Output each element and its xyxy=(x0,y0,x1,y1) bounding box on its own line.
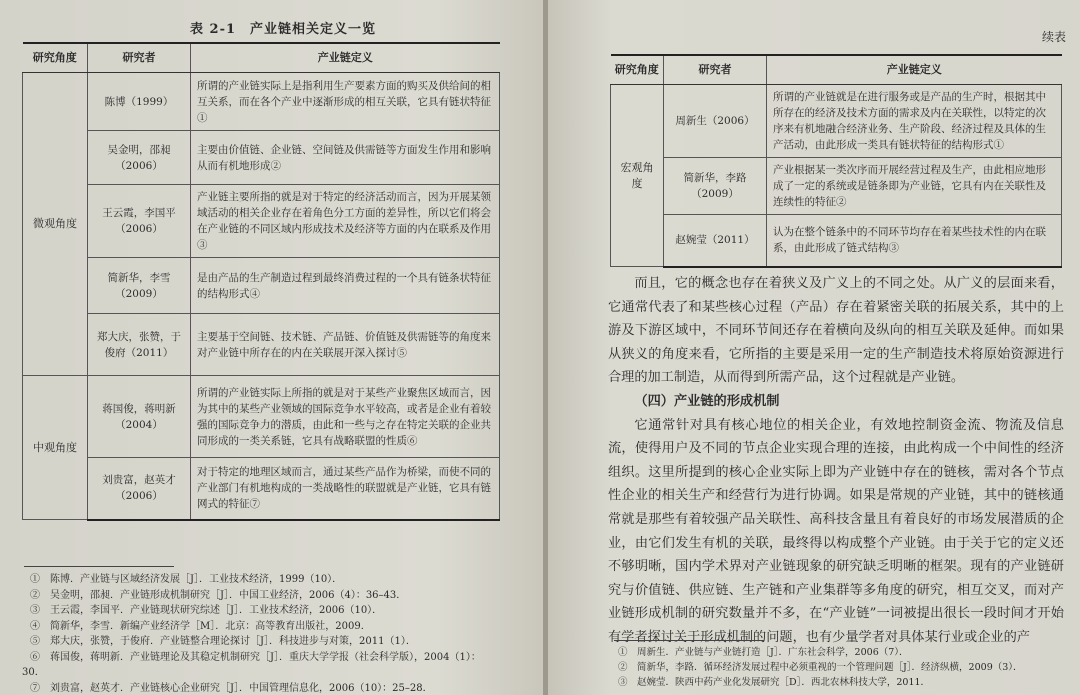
footnote: ① 周新生．产业链与产业链打造［J］．广东社会科学，2006（7）． xyxy=(618,647,909,658)
continued-definition-table xyxy=(610,54,1062,268)
table-row xyxy=(23,73,500,131)
researcher-cell: 刘贵富，赵英才（2006） xyxy=(88,458,191,520)
footnote: ② 吴金明，邵昶．产业链形成机制研究［J］．中国工业经济，2006（4）：36–43． xyxy=(30,589,407,601)
definition-cell: 对于特定的地理区域而言，通过某些产品作为桥梁，而使不同的产业部门有机地构成的一类战略性的联盟就是产业链，它具有链网式的特征⑦ xyxy=(191,458,500,520)
table-row xyxy=(23,376,500,458)
header-researcher: 研究者 xyxy=(88,43,191,73)
area-cell: 微观角度 xyxy=(23,73,88,376)
researcher-cell: 蒋国俊，蒋明新（2004） xyxy=(88,376,191,458)
researcher-cell: 赵婉莹（2011） xyxy=(664,215,767,267)
footnote-rule xyxy=(24,566,174,567)
paragraph: 它通常针对具有核心地位的相关企业，有效地控制资金流、物流及信息流，使得用户及不同的节点企业实现合理的连接，由此构成一个中间性的经济组织。这里所提到的核心企业实际上即为产业链中存在的链核，需对各个节点性企业的相关生产和经营行为进行协调。如果是常规的产业链，其中的链核通常就是那些有着较强产品关联性、高科技含量且有着良好的市场发展潜质的企业，由它们发生有机的关联，最终得以构成整个产业链。由于关于它的定义还不够明晰，国内学术界对产业链现象的研究缺乏明晰的框架。现有的产业链研究与价值链、供应链、生产链和产业集群等多角度的研究，相互交叉，而对产业链形成机制的研究数量并不多，在“产业链”一词被提出很长一段时间才开始有学者探讨关于形成机制的问题，也有少量学者对具体某行业或企业的产 xyxy=(608,417,1064,645)
footnote: ⑥ 蒋国俊，蒋明新．产业链理论及其稳定机制研究［J］．重庆大学学报（社会科学版），2004（1）： xyxy=(30,651,481,663)
section-heading: （四）产业链的形成机制 xyxy=(634,393,780,409)
definition-cell: 产业链主要所指的就是对于特定的经济活动而言，因为开展某领域活动的相关企业存在着角色分工方面的差异性，所以它们将会在产业链的不同区域内形成技术及经济等方面的内在联系及作用③ xyxy=(191,185,500,258)
definition-cell: 主要基于空间链、技术链、产品链、价值链及供需链等的角度来对产业链中所存在的内在关联展开深入探讨⑤ xyxy=(191,314,500,376)
right-page xyxy=(548,0,1080,695)
header-researcher: 研究者 xyxy=(664,55,767,85)
footnote: 30． xyxy=(22,667,45,678)
definition-cell: 是由产品的生产制造过程到最终消费过程的一个具有链条状特征的结构形式④ xyxy=(191,258,500,314)
table-row xyxy=(23,131,500,185)
table-row xyxy=(611,215,1062,267)
researcher-cell: 简新华，李雪（2009） xyxy=(88,258,191,314)
footnote-rule xyxy=(614,640,764,641)
definition-cell: 所谓的产业链实际上所指的就是对于某些产业聚焦区域而言，因为其中的某些产业领域的国际竞争水平较高，或者是企业有着较强的国际竞争力的潜质，由此和一些与之存在特定关联的企业共同形成的一类关系链，它具有战略联盟的性质⑥ xyxy=(191,376,500,458)
footnote: ⑦ 刘贵富，赵英才．产业链核心企业研究［J］．中国管理信息化，2006（10）：25–28． xyxy=(30,682,433,694)
table-row xyxy=(611,85,1062,158)
researcher-cell: 王云霞，李国平（2006） xyxy=(88,185,191,258)
footnote: ② 简新华，李路．循环经济发展过程中必须重视的一个管理问题［J］．经济纵横，2009（3）． xyxy=(618,662,1023,673)
footnote: ③ 赵婉莹．陕西中药产业化发展研究［D］．西北农林科技大学，2011． xyxy=(618,677,931,688)
footnotes xyxy=(618,645,1023,690)
definition-table xyxy=(22,42,500,521)
table-row xyxy=(23,314,500,376)
area-cell: 宏观角度 xyxy=(611,85,664,267)
header-area: 研究角度 xyxy=(611,55,664,85)
header-area: 研究角度 xyxy=(23,43,88,73)
definition-cell: 认为在整个链条中的不同环节均存在着某些技术性的内在联系，由此形成了链式结构③ xyxy=(767,215,1062,267)
table-row xyxy=(23,185,500,258)
researcher-cell: 周新生（2006） xyxy=(664,85,767,158)
continued-label: 续表 xyxy=(1041,30,1066,44)
footnotes xyxy=(22,572,481,695)
table-row xyxy=(23,458,500,520)
paragraph: 而且，它的概念也存在着狭义及广义上的不同之处。从广义的层面来看，它通常代表了和某些核心过程（产品）存在着紧密关联的拓展关系，其中的上游及下游区域中，不同环节间还存在着横向及纵向的相互关联及延伸。而如果从狭义的角度来看，它所指的主要是采用一定的生产制造技术将原始资源进行合理的加工制造，从而得到所需产品，这个过程就是产业链。 xyxy=(608,276,1064,386)
researcher-cell: 吴金明，邵昶（2006） xyxy=(88,131,191,185)
definition-cell: 主要由价值链、企业链、空间链及供需链等方面发生作用和影响从而有机地形成② xyxy=(191,131,500,185)
definition-cell: 所谓的产业链实际上是指利用生产要素方面的购买及供给间的相互关系，而在各个产业中逐渐形成的相互关联，它具有链状特征① xyxy=(191,73,500,131)
footnote: ③ 王云霞，李国平．产业链现状研究综述［J］．工业技术经济，2006（10）． xyxy=(30,605,383,616)
footnote: ① 陈博．产业链与区域经济发展［J］．工业技术经济，1999（10）． xyxy=(30,574,343,585)
area-cell: 中观角度 xyxy=(23,376,88,520)
definition-cell: 所谓的产业链就是在进行服务或是产品的生产时，根据其中所存在的经济及技术方面的需求及内在关联性，以特定的次序来有机地融合经济业务、生产阶段、经济过程及具体的生产活动，由此形成一类具有链状特征的结构形式① xyxy=(767,85,1062,158)
researcher-cell: 简新华，李路（2009） xyxy=(664,158,767,215)
body-text xyxy=(608,272,1064,650)
footnote: ④ 简新华，李雪．新编产业经济学［M］．北京：高等教育出版社，2009． xyxy=(30,620,371,632)
header-definition: 产业链定义 xyxy=(191,43,500,73)
header-definition: 产业链定义 xyxy=(767,55,1062,85)
table-row xyxy=(611,158,1062,215)
footnote: ⑤ 郑大庆，张赞，于俊府．产业链整合理论探讨［J］．科技进步与对策，2011（1）． xyxy=(30,636,416,647)
table-title: 表 2-1 产业链相关定义一览 xyxy=(190,22,377,37)
researcher-cell: 郑大庆，张赞，于俊府（2011） xyxy=(88,314,191,376)
table-row xyxy=(23,258,500,314)
researcher-cell: 陈博（1999） xyxy=(88,73,191,131)
definition-cell: 产业根据某一类次序而开展经营过程及生产，由此相应地形成了一定的系统或是链条即为产业链，它具有内在关联性及连续性的特征② xyxy=(767,158,1062,215)
